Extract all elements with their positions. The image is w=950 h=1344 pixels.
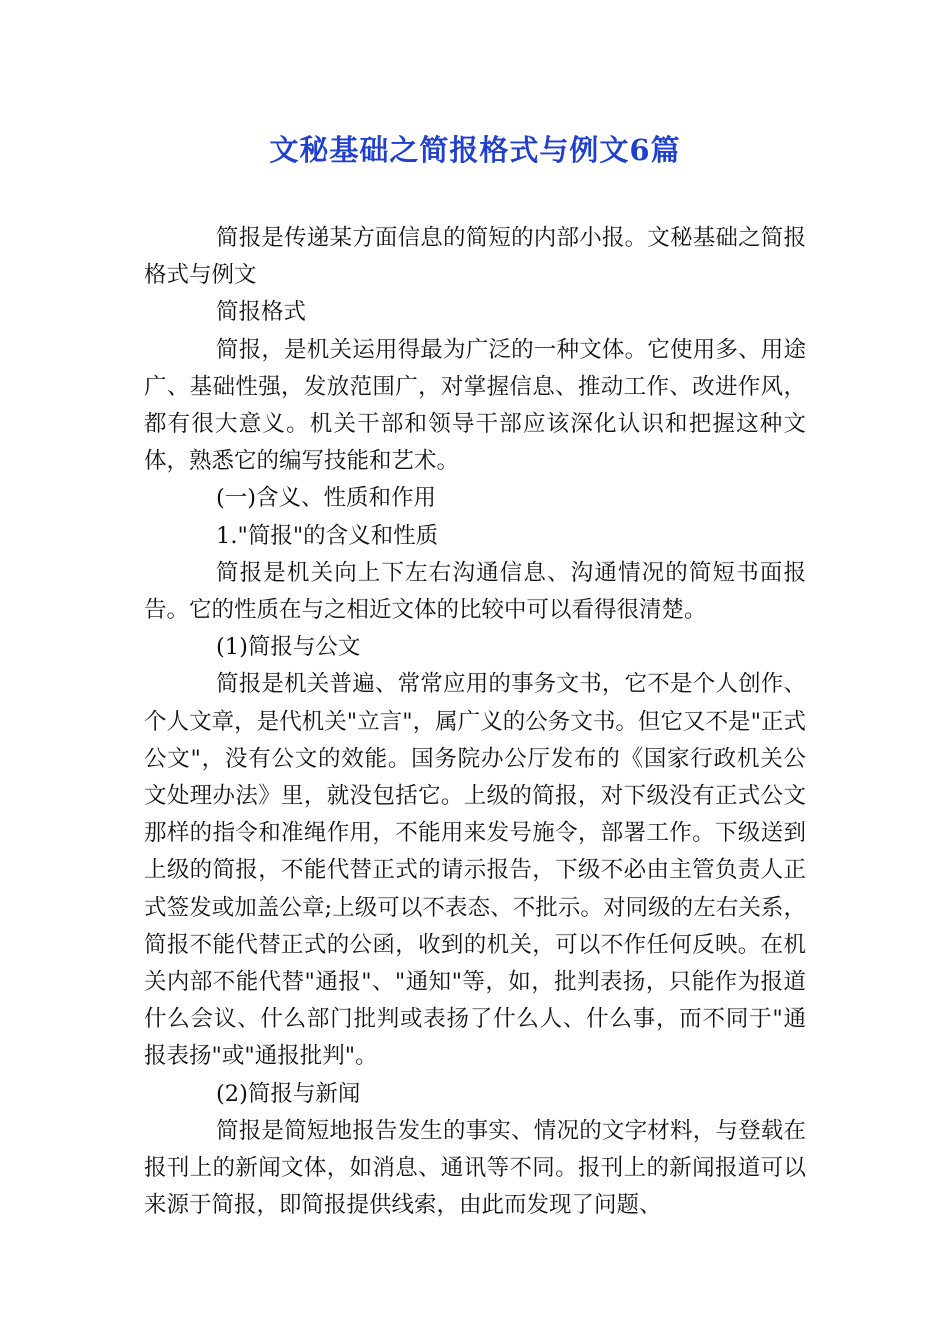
document-body xyxy=(144,220,806,1224)
document-title: 文秘基础之简报格式与例文6篇 xyxy=(269,133,681,167)
paragraph-brief-overview: 简报，是机关运用得最为广泛的一种文体。它使用多、用途广、基础性强，发放范围广，对掌握信息、推动工作、改进作风，都有很大意义。机关干部和领导干部应该深化认识和把握这种文体，熟悉它的编写技能和艺术。 xyxy=(144,336,806,475)
heading-subsection-1: 1."简报"的含义和性质 xyxy=(216,522,439,549)
paragraph-intro: 简报是传递某方面信息的简短的内部小报。文秘基础之简报格式与例文 xyxy=(144,225,806,289)
heading-section-one: (一)含义、性质和作用 xyxy=(216,485,437,512)
paragraph-brief-vs-official: 简报是机关普遍、常常应用的事务文书，它不是个人创作、个人文章，是代机关"立言"，属广义的公务文书。但它又不是"正式公文"，没有公文的效能。国务院办公厅发布的《国家行政机关公文处理办法》里，就没包括它。上级的简报，对下级没有正式公文那样的指令和准绳作用，不能用来发号施令，部署工作。下级送到上级的简报，不能代替正式的请示报告，下级不必由主管负责人正式签发或加盖公章;上级可以不表态、不批示。对同级的左右关系，简报不能代替正式的公函，收到的机关，可以不作任何反映。在机关内部不能代替"通报"、"通知"等，如，批判表扬，只能作为报道什么会议、什么部门批判或表扬了什么人、什么事，而不同于"通报表扬"或"通报批判"。 xyxy=(144,671,806,1070)
heading-brief-vs-official: (1)简报与公文 xyxy=(216,634,361,661)
heading-brief-vs-news: (2)简报与新闻 xyxy=(216,1080,361,1107)
paragraph-brief-vs-news: 简报是简短地报告发生的事实、情况的文字材料，与登载在报刊上的新闻文体，如消息、通讯等不同。报刊上的新闻报道可以来源于简报，即简报提供线索，由此而发现了问题、 xyxy=(144,1117,806,1219)
heading-brief-format: 简报格式 xyxy=(216,299,307,326)
paragraph-definition: 简报是机关向上下左右沟通信息、沟通情况的简短书面报告。它的性质在与之相近文体的比较中可以看得很清楚。 xyxy=(144,559,806,624)
